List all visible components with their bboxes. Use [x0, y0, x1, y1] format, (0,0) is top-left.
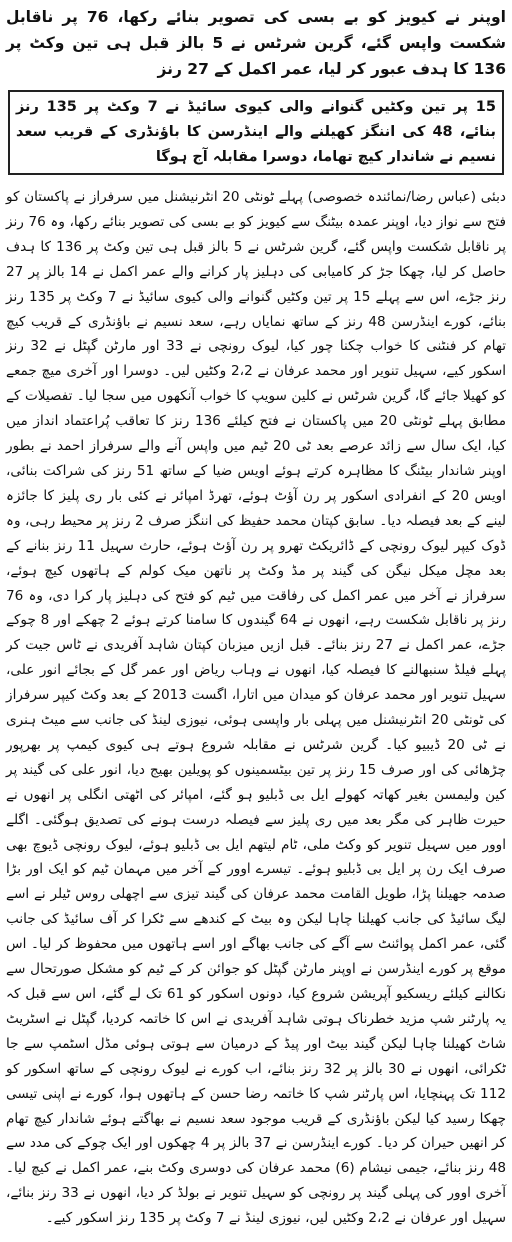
article-body: دبئی (عباس رضا/نمائندہ خصوصی) پہلے ٹونٹی 20 انٹرنیشنل میں سرفراز نے پاکستان کو فتح سے نواز دیا، اوپنر عمدہ بیٹنگ سے کیویز کو بے بسی کی تصویر بنائے رکھا، وہ 76 رنز پر ناقابل شکست واپس گئے، گرین شرٹس نے 5 بالز قبل ہی تین وکٹ پر 136 کا ہدف حاصل کر لیا، چھکا جڑ کر کامیابی کی دہلیز پار کرانے والے عمر اکمل نے 14 بالز پر 27 رنز جڑے، اس سے پہلے 15 پر تین وکٹیں گنوانے والی کیوی سائیڈ نے 7 وکٹ پر 135 رنز بنائے، کورے اینڈرسن 48 رنز کے ساتھ نمایاں رہے، سعد نسیم نے باؤنڈری کے قریب کیچ تھام کر فنٹنی کا خواب چکنا چور کیا، لیوک رونچی نے 33 اور مارٹن گپٹل نے 32 رنز اسکور کیے، سہیل تنویر اور محمد عرفان نے 2،2 وکٹیں لیں۔ دوسرا اور آخری میچ جمعے کو کھیلا جائے گا، گرین شرٹس نے کلین سویپ کا خواب آنکھوں میں سجا لیا۔ تفصیلات کے مطابق پہلے ٹونٹی 20 میں پاکستان نے فتح کیلئے 136 رنز کا تعاقب پُراعتماد انداز میں کیا، ایک سال سے زائد عرصے بعد ٹی 20 ٹیم میں واپس آنے والے سرفراز احمد نے بطور اوپنر شاندار بیٹنگ کا مظاہرہ کرتے ہوئے اویس ضیا کے ساتھ 51 رنز کی شراکت بنائی، اویس 20 کے انفرادی اسکور پر رن آؤٹ ہوئے، تھرڈ امپائر نے کئی بار ری پلیز کا جائزہ لینے کے بعد فیصلہ دیا۔ سابق کپتان محمد حفیظ کی اننگز صرف 2 رنز پر محیط رہی، وہ ڈوک کیپر لیوک رونچی کے ڈائریکٹ تھرو پر رن آؤٹ ہوئے، حارث سہیل 11 رنز بنانے کے بعد مچل میکل نیگن کی گیند پر مڈ وکٹ پر ناتھن میک کولم کے ہاتھوں کیچ ہوئے، سرفراز نے آخر میں عمر اکمل کی رفاقت میں ٹیم کو فتح کی دہلیز پار کرا دی، وہ 76 رنز پر ناقابل شکست رہے، انھوں نے 64 گیندوں کا سامنا کرتے ہوئے 2 چھکے اور 8 چوکے جڑے، عمر اکمل نے 27 رنز بنائے۔ قبل ازیں میزبان کپتان شاہد آفریدی نے ٹاس جیت کر پہلے فیلڈ سنبھالنے کا فیصلہ کیا، انھوں نے وہاب ریاض اور عمر گل کے بجائے انور علی، سہیل تنویر اور محمد عرفان کو میدان میں اتارا، اگست 2013 کے بعد وکٹ کیپر سرفراز کی ٹونٹی 20 انٹرنیشنل میں پہلی بار واپسی ہوئی، نیوزی لینڈ کی جانب سے میٹ ہنری نے ٹی 20 ڈیبیو کیا۔ گرین شرٹس نے مقابلہ شروع ہوتے ہی کیوی کیمپ پر بھرپور چڑھائی کی اور صرف 15 رنز پر تین بیٹسمینوں کو پویلین بھیج دیا، انور علی کی گیند پر کین ولیمسن بغیر کھاتہ کھولے ایل بی ڈبلیو ہو گئے، امپائر کی اٹھتی انگلی پر انھوں نے حیرت ظاہر کی مگر بعد میں ری پلیز سے فیصلہ درست ہونے کی تصدیق ہوگئی۔ اگلے اوور میں سہیل تنویر کو وکٹ ملی، ٹام لیتھم ایل بی ڈبلیو ہوئے، لیوک رونچی ڈیوچ بھی صرف ایک رن پر ایل بی ڈبلیو ہوئے۔ تیسرے اوور کے آخر میں مہمان ٹیم کو ایک اور بڑا صدمہ جھیلنا پڑا، طویل القامت محمد عرفان کی گیند تیزی سے اچھلی روس ٹیلر نے اسے لیگ سائیڈ کی جانب کھیلنا چاہا لیکن وہ بیٹ کے کندھے سے ٹکرا کر آف سائیڈ کی جانب گئی، عمر اکمل پوائنٹ سے آگے کی جانب بھاگے اور اسے ہاتھوں میں محفوظ کر لیا۔ اس موقع پر کورے اینڈرسن نے اوپنر مارٹن گپٹل کو جوائن کر کے ٹیم کو مشکل صورتحال سے نکالنے کیلئے ریسکیو آپریشن شروع کیا، دونوں اسکور کو 61 تک لے گئے، اس سے قبل کہ یہ پارٹنر شپ مزید خطرناک ہوتی شاہد آفریدی نے اس کا خاتمہ کردیا، گپٹل نے اسٹریٹ شاٹ کھیلنا چاہا لیکن گیند بیٹ اور پیڈ کے درمیان سے ہوتی ہوئی مڈل اسٹمپ سے جا ٹکرائی، انھوں نے 30 بالز پر 32 رنز بنائے، اب کورے نے لیوک رونچی کے ساتھ اسکور کو 112 تک پہنچایا، اس پارٹنر شپ کا خاتمہ رضا حسن کے ہاتھوں ہوا، کورے نے اپنی تیسی چھکا رسید کیا لیکن باؤنڈری کے قریب موجود سعد نسیم نے بھاگتے ہوئے شاندار کیچ تھام کر انھیں حیران کر دیا۔ کورے اینڈرسن نے 37 بالز پر 4 چھکوں اور ایک چوکے کی مدد سے 48 رنز بنائے، جیمی نیشام (6) محمد عرفان کی دوسری وکٹ بنے، عمر اکمل نے کیچ لیا۔ آخری اوور کی پہلی گیند پر رونچی کو سہیل تنویر نے بولڈ کر دیا، انھوں نے 33 رنز بنائے، سہیل اور عرفان نے 2،2 وکٹیں لیں، نیوزی لینڈ نے 7 وکٹ پر 135 رنز اسکور کیے۔: [6, 189, 507, 1227]
article-headline: اوپنر نے کیویز کو بے بسی کی تصویر بنائے رکھا، 76 پر ناقابل شکست واپس گئے، گرین شرٹس نے 5 بالز قبل ہی تین وکٹ پر 136 کا ہدف عبور کر لیا، عمر اکمل کے 27 رنز: [6, 8, 506, 78]
article-subheadline-box: 15 پر تین وکٹیں گنوانے والی کیوی سائیڈ نے 7 وکٹ پر 135 رنز بنائے، 48 کی اننگز کھیلنے والے اینڈرسن کا باؤنڈری کے قریب سعد نسیم نے شاندار کیچ تھاما، دوسرا مقابلہ آج ہوگا: [8, 90, 504, 175]
